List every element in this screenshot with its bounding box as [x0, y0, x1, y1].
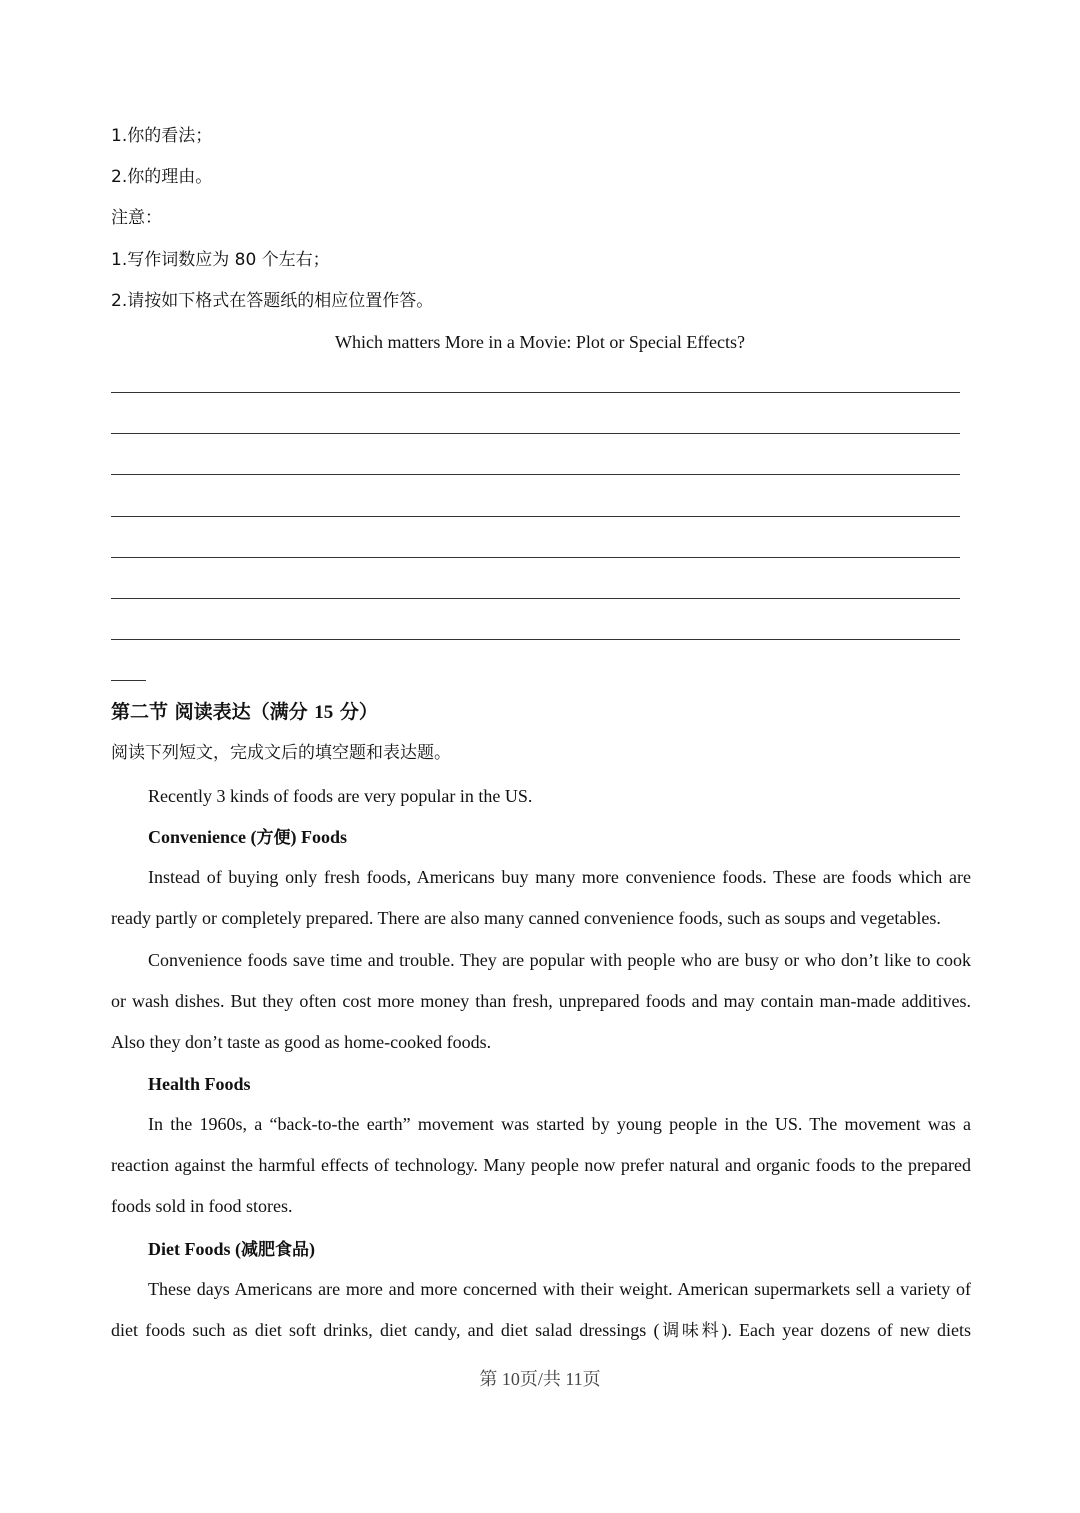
requirement-item-2: 2.你的理由。 [111, 167, 213, 187]
requirement-item-1: 1.你的看法； [111, 126, 213, 146]
subheading-diet [148, 1237, 315, 1262]
answer-line[interactable] [111, 557, 960, 558]
passage-intro: Recently 3 kinds of foods are very popular in the US. [148, 786, 533, 806]
subheading-diet-cn: 减肥食品 [241, 1240, 309, 1260]
paragraph-diet-text-a: These days Americans are more and more concerned with their weight. American supermarkets sell a variety of diet foods such as diet soft drinks, diet candy, and diet salad dressings ( [111, 1279, 971, 1341]
answer-line[interactable] [111, 392, 960, 393]
answer-line[interactable] [111, 474, 960, 475]
paragraph-convenience-1: Instead of buying only fresh foods, Americans buy many more convenience foods. These are foods which are ready partly or completely prepared. There are also many canned convenience foods, such as soups and vegetables. [111, 867, 971, 929]
answer-line[interactable] [111, 433, 960, 434]
subheading-diet-post: ) [309, 1239, 315, 1259]
section-heading-prefix: 第二节 阅读表达（满分 [111, 701, 308, 723]
note-item-2: 2.请按如下格式在答题纸的相应位置作答。 [111, 291, 434, 311]
subheading-health: Health Foods [148, 1074, 251, 1094]
paragraph-health-1: In the 1960s, a “back-to-the earth” movement was started by young people in the US. The movement was a reaction against the harmful effects of technology. Many people now prefer natural and organic foods to the prepared foods sold in food stores. [111, 1114, 971, 1217]
paragraph-diet-1 [111, 1269, 971, 1352]
paragraph-convenience-2: Convenience foods save time and trouble. They are popular with people who are busy or who don’t like to cook or wash dishes. But they often cost more money than fresh, unprepared foods and may contain man-made additives. Also they don’t taste as good as home-cooked foods. [111, 950, 971, 1053]
answer-line[interactable] [111, 598, 960, 599]
answer-line-short[interactable] [111, 680, 146, 681]
section-heading-score: 15 [314, 702, 334, 723]
paragraph-diet-cn: 调味料 [659, 1321, 722, 1342]
answer-line[interactable] [111, 516, 960, 517]
note-label: 注意： [111, 208, 162, 228]
subheading-convenience-cn: 方便 [256, 828, 291, 848]
subheading-convenience-post: ) Foods [290, 827, 347, 847]
paragraph-diet-text-b: ). Each year dozens of new diets [721, 1320, 972, 1341]
note-item-1: 1.写作词数应为 80 个左右； [111, 250, 330, 270]
subheading-convenience-pre: Convenience ( [148, 827, 257, 847]
page-footer: 第 10页/共 11页 [479, 1369, 601, 1389]
subheading-convenience [148, 825, 347, 850]
subheading-diet-pre: Diet Foods ( [148, 1239, 241, 1259]
section-heading [111, 699, 378, 726]
section-heading-suffix: 分） [339, 701, 378, 723]
essay-title: Which matters More in a Movie: Plot or Special Effects? [334, 332, 746, 352]
section-instruction: 阅读下列短文，完成文后的填空题和表达题。 [111, 743, 451, 763]
answer-line[interactable] [111, 639, 960, 640]
